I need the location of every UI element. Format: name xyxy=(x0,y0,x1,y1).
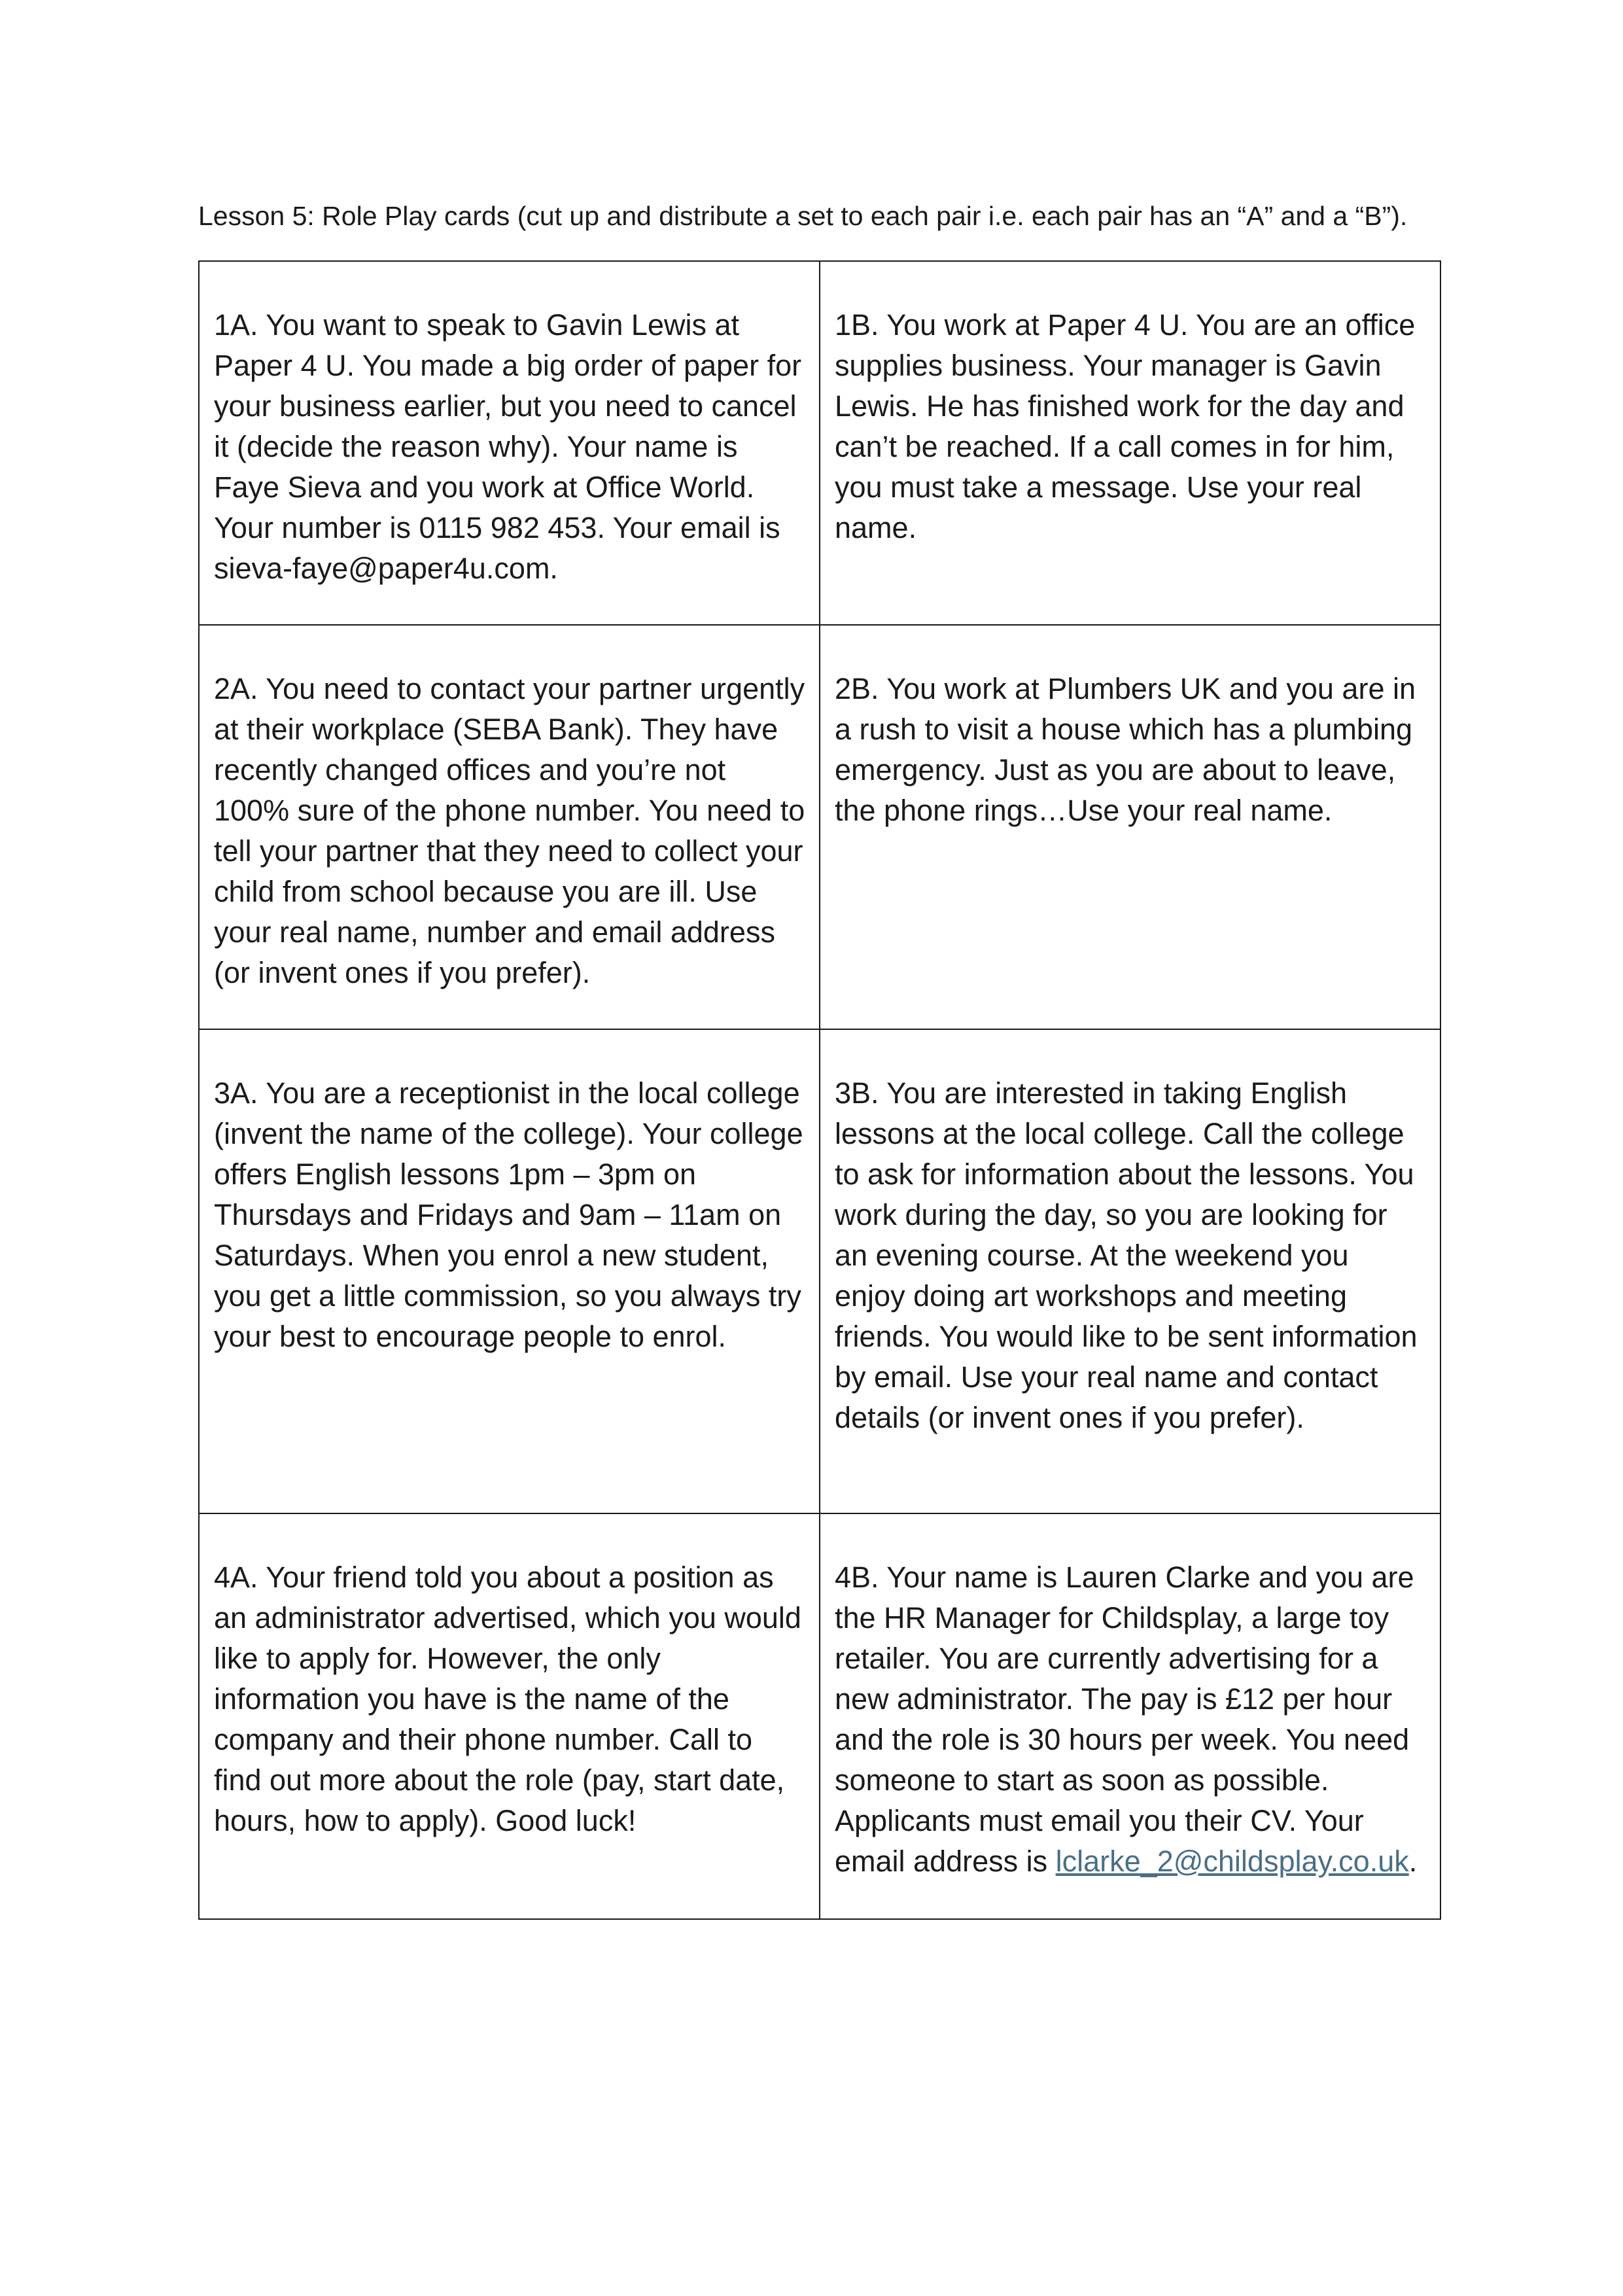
page-heading: Lesson 5: Role Play cards (cut up and distribute a set to each pair i.e. each pair has an “A” and a “B”). xyxy=(198,201,1408,231)
email-link[interactable]: lclarke_2@childsplay.co.uk xyxy=(1055,1845,1409,1878)
card-4b-text: 4B. Your name is Lauren Clarke and you are the HR Manager for Childsplay, a large toy retailer. You are currently advertising for a new administrator. The pay is £12 per hour and the role is 30 hours per week. You need someone to start as soon as possible. Applicants must email you their CV. Your email address is xyxy=(835,1561,1414,1878)
card-2a: 2A. You need to contact your partner urgently at their workplace (SEBA Bank). They have recently changed offices and you’re not 100% sure of the phone number. You need to tell your partner that they need to collect your child from school because you are ill. Use your real name, number and email address (or invent ones if you prefer). xyxy=(199,625,820,1029)
card-3a: 3A. You are a receptionist in the local college (invent the name of the college). Your college offers English lessons 1pm – 3pm on Thursdays and Fridays and 9am – 11am on Saturdays. When you enrol a new student, you get a little commission, so you always try your best to encourage people to enrol. xyxy=(199,1029,820,1513)
role-play-cards-table xyxy=(198,260,1441,1920)
card-4b-end: . xyxy=(1408,1845,1418,1878)
card-3b: 3B. You are interested in taking English lessons at the local college. Call the college to ask for information about the lessons. You work during the day, so you are looking for an evening course. At the weekend you enjoy doing art workshops and meeting friends. You would like to be sent information by email. Use your real name and contact details (or invent ones if you prefer). xyxy=(820,1029,1440,1513)
card-4b xyxy=(820,1513,1440,1919)
card-row-2 xyxy=(199,625,1440,1029)
card-2b: 2B. You work at Plumbers UK and you are in a rush to visit a house which has a plumbing emergency. Just as you are about to leave, the phone rings…Use your real name. xyxy=(820,625,1440,1029)
card-1a: 1A. You want to speak to Gavin Lewis at Paper 4 U. You made a big order of paper for your business earlier, but you need to cancel it (decide the reason why). Your name is Faye Sieva and you work at Office World. Your number is 0115 982 453. Your email is sieva-faye@paper4u.com. xyxy=(199,261,820,625)
card-row-1 xyxy=(199,261,1440,625)
card-1b: 1B. You work at Paper 4 U. You are an office supplies business. Your manager is Gavin Lewis. He has finished work for the day and can’t be reached. If a call comes in for him, you must take a message. Use your real name. xyxy=(820,261,1440,625)
card-row-4 xyxy=(199,1513,1440,1919)
card-row-3 xyxy=(199,1029,1440,1513)
card-4a: 4A. Your friend told you about a position as an administrator advertised, which you would like to apply for. However, the only information you have is the name of the company and their phone number. Call to find out more about the role (pay, start date, hours, how to apply). Good luck! xyxy=(199,1513,820,1919)
